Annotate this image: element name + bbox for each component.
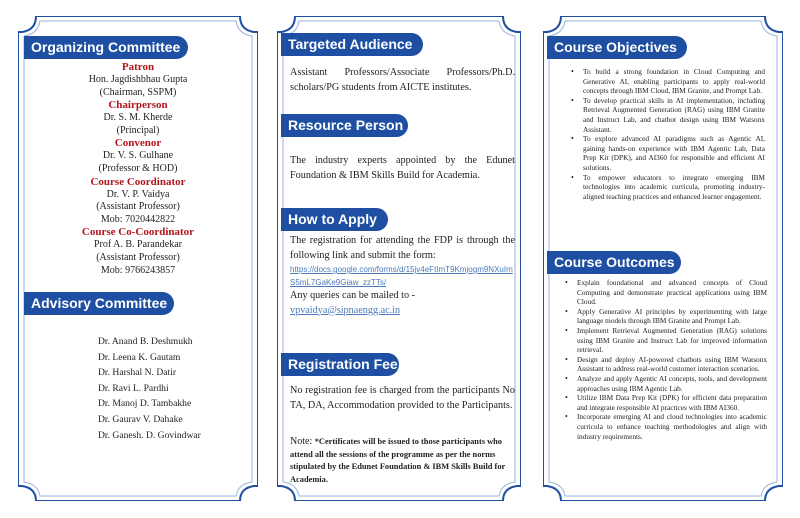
panel-committees — [18, 16, 258, 501]
role-title: Course Coordinator — [90, 175, 186, 188]
section-header-objectives: Course Objectives — [547, 36, 687, 59]
role-title: Patron — [121, 61, 155, 73]
objective-item: • To empower educators to integrate emerging IBM technologies into academic curricula, promoting industry-aligned teaching practices and enhanced learner engagement. — [583, 173, 765, 202]
advisory-member: Dr. Leena K. Gautam — [98, 351, 181, 363]
section-header-organizing: Organizing Committee — [24, 36, 188, 59]
outcome-item: • Implement Retrieval Augmented Generation (RAG) solutions using IBM Granite and Instruct Lab for improved information retrieval. — [577, 326, 767, 355]
advisory-member: Dr. Harshal N. Datir — [98, 367, 177, 379]
audience-text: Assistant Professors/Associate Professors/Ph.D. scholars/PG students from AICTE institutes. — [290, 67, 515, 93]
panel-registration — [277, 16, 521, 501]
apply-block — [290, 234, 515, 318]
advisory-member: Dr. Ravi L. Pardhi — [98, 382, 169, 394]
section-header-advisory: Advisory Committee — [24, 292, 174, 315]
contact-email-link[interactable]: vpvaidya@sipnaengg.ac.in — [290, 304, 401, 316]
resource-text: The industry experts appointed by the Edunet Foundation & IBM Skills Build for Academia. — [290, 155, 515, 181]
advisory-member: Dr. Anand B. Deshmukh — [98, 336, 193, 347]
member-line: (Professor & HOD) — [98, 162, 178, 174]
role-title: Course Co-Coordinator — [81, 226, 195, 239]
member-line: (Principal) — [116, 124, 160, 136]
member-line: Dr. V. P. Vaidya — [106, 188, 170, 200]
note-label: Note: — [290, 436, 315, 447]
member-line: Prof A. B. Parandekar — [93, 239, 183, 251]
outcomes-list — [577, 278, 767, 441]
member-line: (Assistant Professor) — [96, 201, 180, 213]
certificate-note — [290, 436, 515, 486]
section-header-resource: Resource Person — [281, 114, 408, 137]
member-line: (Chairman, SSPM) — [99, 86, 177, 98]
section-header-fee: Registration Fee — [281, 353, 399, 376]
organizing-committee-list — [18, 61, 258, 277]
outcome-item: • Utilize IBM Data Prep Kit (DPK) for efficient data preparation and integrate responsible AI practices with IBM AI360. — [577, 393, 767, 412]
fee-text: No registration fee is charged from the participants No TA, DA, Accommodation provided to the Participants. — [290, 385, 515, 411]
member-line: Hon. Jagdishbhau Gupta — [88, 74, 188, 85]
outcome-item: • Explain foundational and advanced concepts of Cloud Computing and demonstrate practical applications using IBM Cloud. — [577, 278, 767, 307]
objective-item: • To explore advanced AI paradigms such as Agentic AI, gaining hands-on experience with IBM Agentic Lab, Data Prep Kit (DPK), and AI360 for responsible and efficient AI solutions. — [583, 134, 765, 172]
objectives-list — [583, 67, 765, 201]
registration-form-link[interactable]: https://docs.google.com/forms/d/15jv4eFtImT9Kmjogm9NXuImS5mL7GaKe9Giaw_zzTTs/ — [290, 265, 513, 287]
member-line: Mob: 9766243857 — [100, 264, 176, 276]
member-line: Mob: 7020442822 — [100, 213, 176, 225]
advisory-member: Dr. Manoj D. Tambakhe — [98, 398, 192, 410]
outcome-item: • Apply Generative AI principles by experimenting with large language models through IBM Granite and Prompt Lab. — [577, 307, 767, 326]
panel-course — [543, 16, 783, 501]
objective-item: • To build a strong foundation in Cloud Computing and Generative AI, enabling participants to apply real-world concepts through IBM Cloud, IBM Granite, and Prompt Lab. — [583, 67, 765, 96]
section-header-audience: Targeted Audience — [281, 33, 423, 56]
objective-item: • To develop practical skills in AI implementation, including Retrieval Augmented Generation (RAG) using IBM Granite and Instruct Lab, and chatbot design using IBM Watsonx Assistant. — [583, 96, 765, 134]
role-title: Chairperson — [108, 99, 168, 112]
role-title: Convenor — [114, 137, 162, 150]
advisory-member: Dr. Gaurav V. Dahake — [98, 413, 183, 425]
advisory-member: Dr. Ganesh. D. Govindwar — [98, 429, 201, 441]
member-line: Dr. V. S. Gulhane — [102, 150, 174, 162]
outcome-item: • Design and deploy AI-powered chatbots using IBM Watsonx Assistant to address real-world customer interaction scenarios. — [577, 355, 767, 374]
query-text: Any queries can be mailed to - — [290, 290, 416, 301]
member-line: (Assistant Professor) — [96, 251, 180, 263]
outcome-item: • Incorporate emerging AI and cloud technologies into academic curricula to enhance teaching methodologies and align with industry requirements. — [577, 412, 767, 441]
note-text: *Certificates will be issued to those participants who attend all the sessions of the programme as per the norms stipulated by the Edunet Foundation & IBM Skills Build for Academia. — [290, 437, 506, 484]
apply-text: The registration for attending the FDP is through the following link and submit the form: — [290, 235, 515, 261]
member-line: Dr. S. M. Kherde — [103, 112, 173, 124]
section-header-apply: How to Apply — [281, 208, 388, 231]
section-header-outcomes: Course Outcomes — [547, 251, 681, 274]
advisory-committee-list — [98, 336, 201, 445]
outcome-item: • Analyze and apply Agentic AI concepts, tools, and development approaches using IBM Agentic Lab. — [577, 374, 767, 393]
